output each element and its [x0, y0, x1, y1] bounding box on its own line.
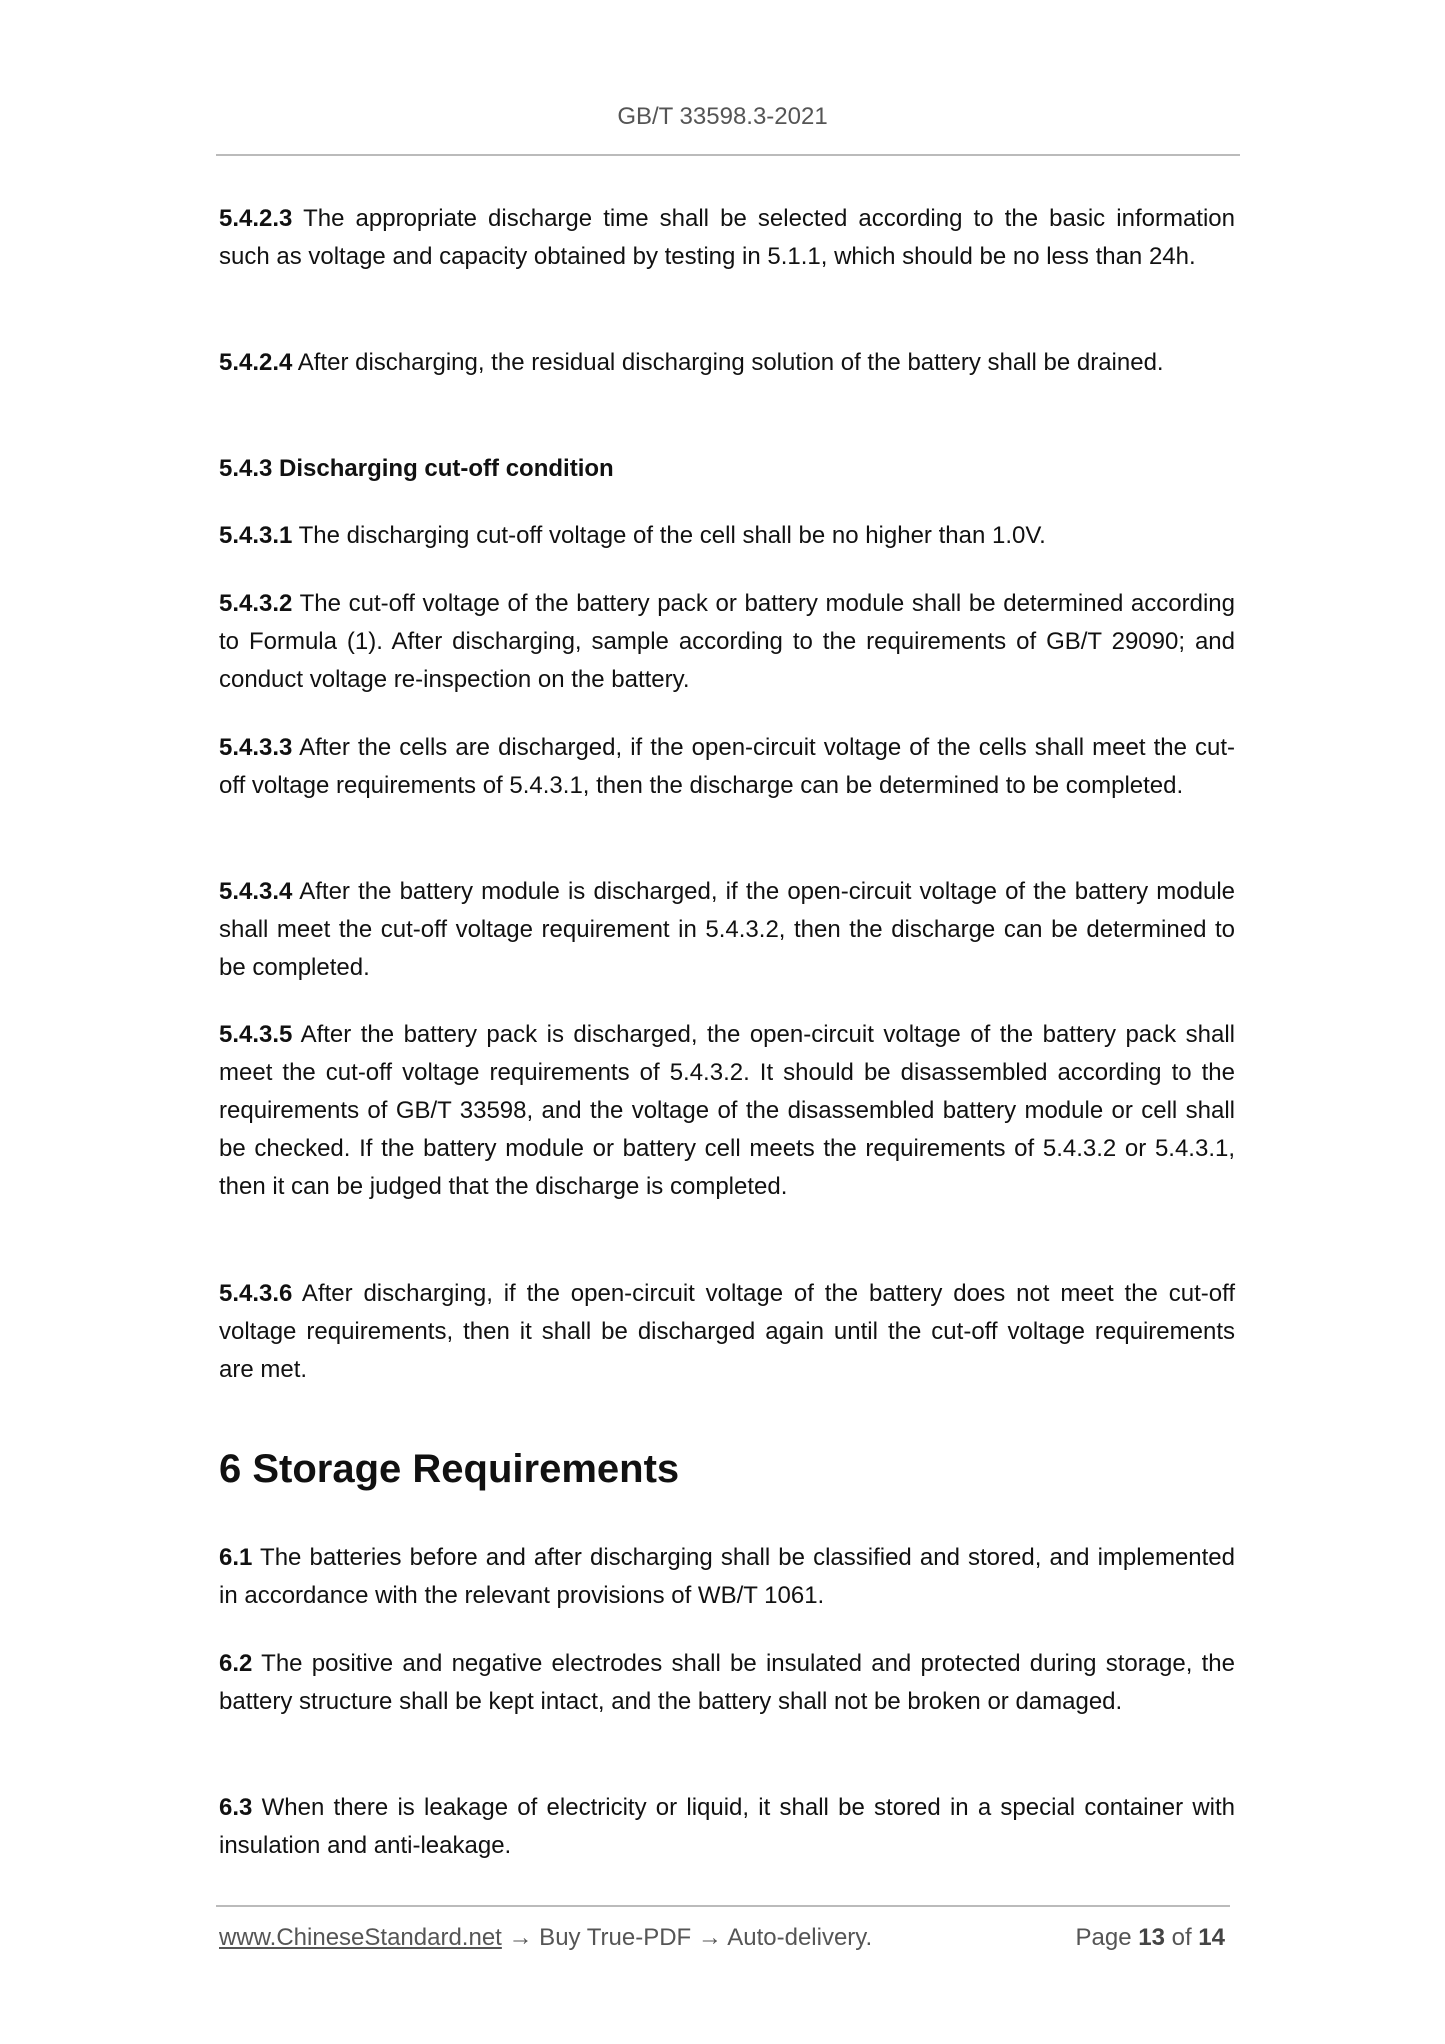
page-label: Page [1075, 1924, 1139, 1951]
paragraph-5-4-2-3 [219, 200, 1235, 276]
paragraph-5-4-3-2 [219, 585, 1235, 699]
paragraph-5-4-3-5 [219, 1016, 1235, 1206]
clause-text: The cut-off voltage of the battery pack or battery module shall be determined according to Formula (1). After discharging, sample according to the requirements of GB/T 29090; and conduct voltage re-inspection on the battery. [219, 590, 1235, 693]
paragraph-5-4-2-4 [219, 344, 1235, 382]
clause-number: 6.3 [219, 1794, 253, 1821]
clause-text: The batteries before and after discharging shall be classified and stored, and implemented in accordance with the relevant provisions of WB/T 1061. [219, 1544, 1235, 1609]
subsection-title: 5.4.3 Discharging cut-off condition [219, 455, 614, 482]
clause-number: 6.2 [219, 1650, 253, 1677]
paragraph-5-4-3-4 [219, 873, 1235, 987]
paragraph-6-3 [219, 1789, 1235, 1865]
clause-text: After the battery pack is discharged, the open-circuit voltage of the battery pack shall meet the cut-off voltage requirements of 5.4.3.2. It should be disassembled according to the requirements of GB/T 33598, and the voltage of the disassembled battery module or cell shall be checked. If the battery module or battery cell meets the requirements of 5.4.3.2 or 5.4.3.1, then it can be judged that the discharge is completed. [219, 1021, 1235, 1200]
clause-text: The appropriate discharge time shall be selected according to the basic information such as voltage and capacity obtained by testing in 5.1.1, which should be no less than 24h. [219, 205, 1235, 270]
footer-tagline: → Buy True-PDF → Auto-delivery. [501, 1924, 873, 1951]
header-divider [216, 154, 1240, 156]
clause-text: After discharging, if the open-circuit voltage of the battery does not meet the cut-off voltage requirements, then it shall be discharged again until the cut-off voltage requirements are met. [219, 1280, 1235, 1383]
page-number: 13 [1138, 1924, 1165, 1951]
clause-text: After the cells are discharged, if the open-circuit voltage of the cells shall meet the cut-off voltage requirements of 5.4.3.1, then the discharge can be determined to be completed. [219, 734, 1235, 799]
footer [219, 1924, 1225, 1952]
clause-number: 5.4.3.2 [219, 590, 293, 617]
of-label: of [1164, 1924, 1199, 1951]
clause-number: 5.4.2.4 [219, 349, 293, 376]
clause-text: After discharging, the residual discharging solution of the battery shall be drained. [292, 349, 1164, 376]
document-header: GB/T 33598.3-2021 [617, 103, 828, 130]
subsection-heading-5-4-3 [219, 450, 1235, 488]
clause-number: 5.4.3.4 [219, 878, 293, 905]
paragraph-6-2 [219, 1645, 1235, 1721]
clause-number: 5.4.3.1 [219, 522, 293, 549]
clause-text: The discharging cut-off voltage of the cell shall be no higher than 1.0V. [292, 522, 1046, 549]
section-heading: 6 Storage Requirements [219, 1447, 680, 1491]
clause-text: When there is leakage of electricity or liquid, it shall be stored in a special container with insulation and anti-leakage. [219, 1794, 1235, 1859]
clause-number: 5.4.2.3 [219, 205, 293, 232]
page-total: 14 [1198, 1924, 1225, 1951]
clause-text: After the battery module is discharged, if the open-circuit voltage of the battery module shall meet the cut-off voltage requirement in 5.4.3.2, then the discharge can be determined to be completed. [219, 878, 1235, 981]
website-link[interactable]: www.ChineseStandard.net [219, 1924, 502, 1951]
page-indicator [1076, 1924, 1225, 1952]
clause-number: 5.4.3.5 [219, 1021, 293, 1048]
paragraph-6-1 [219, 1539, 1235, 1615]
clause-number: 5.4.3.3 [219, 734, 293, 761]
footer-divider [216, 1905, 1230, 1907]
paragraph-5-4-3-6 [219, 1275, 1235, 1389]
paragraph-5-4-3-3 [219, 729, 1235, 805]
clause-text: The positive and negative electrodes shall be insulated and protected during storage, the battery structure shall be kept intact, and the battery shall not be broken or damaged. [219, 1650, 1235, 1715]
paragraph-5-4-3-1 [219, 517, 1235, 555]
clause-number: 6.1 [219, 1544, 253, 1571]
clause-number: 5.4.3.6 [219, 1280, 293, 1307]
